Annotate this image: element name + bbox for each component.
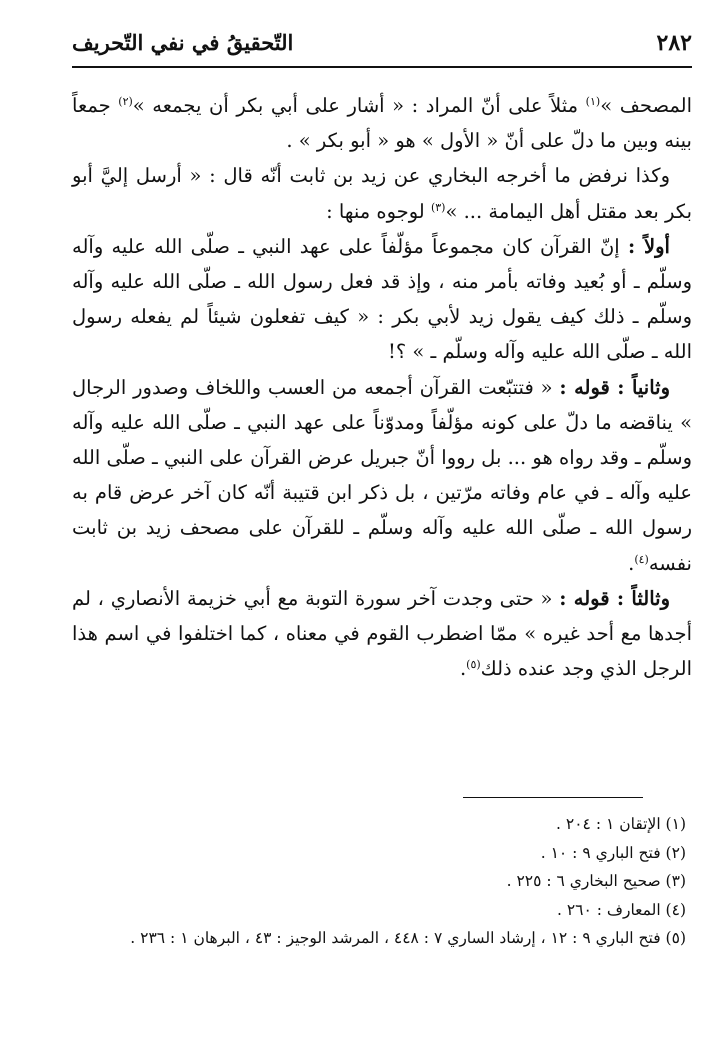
main-text <box>72 88 692 686</box>
footnote-2: (٢) فتح الباري ٩ : ١٠ . <box>540 843 686 862</box>
footnote-ref-1[interactable]: (١) <box>585 95 601 108</box>
footnote-ref-5[interactable]: (٥) <box>466 658 481 672</box>
footnote-3: (٣) صحيح البخاري ٦ : ٢٢٥ . <box>506 872 686 891</box>
text-run: جمعاً بينه وبين ما دلّ على أنّ « الأول » هو « أبو بكر » . <box>72 94 692 153</box>
paragraph-2 <box>72 158 692 228</box>
paragraph-lead: وثانياً : قوله : <box>559 375 670 399</box>
paragraph-5 <box>72 581 692 687</box>
running-title: التّحقيقُ في نفي التّحريف <box>72 30 294 55</box>
text-run: « فتتبّعت القرآن أجمعه من العسب واللخاف وصدور الرجال » يناقضه ما دلّ على كونه مؤلّفاً ومدوّناً على عهد النبي ـ صلّى الله عليه وآله وسلّم ـ وقد رواه هو ... بل رووا أنّ جبريل عرض القرآن على النبي ـ صلّى الله عليه وآله ـ في عام وفاته مرّتين ، بل ذكر ابن قتيبة أنّه كان آخر عرض قام به رسول الله ـ صلّى الله عليه وآله وسلّم ـ للقرآن على مصحف زيد بن ثابت نفسه <box>72 375 692 575</box>
text-run: المصحف » <box>600 94 693 117</box>
footnotes <box>72 810 692 953</box>
footnote-ref-3[interactable]: (٣) <box>430 200 446 214</box>
header-rule <box>72 66 692 68</box>
footnote-ref-4[interactable]: (٤) <box>634 552 649 566</box>
text-run: لوجوه منها : <box>326 199 431 223</box>
footnote-1: (١) الإتقان ١ : ٢٠٤ . <box>556 815 686 833</box>
running-head <box>72 28 692 62</box>
footnote-5: (٥) فتح الباري ٩ : ١٢ ، إرشاد الساري ٧ : ٤٤٨ ، المرشد الوجيز : ٤٣ ، البرهان ١ : ٢٣٦ . <box>130 929 686 948</box>
text-run: مثلاً على أنّ المراد : « أشار على أبي بكر أن يجمعه » <box>132 94 586 117</box>
text-run: وكذا نرفض ما أخرجه البخاري عن زيد بن ثابت أنّه قال : « أرسل إليَّ أبو بكر بعد مقتل أهل اليمامة ... » <box>72 164 692 223</box>
footnote-separator <box>463 797 643 798</box>
text-run: إنّ القرآن كان مجموعاً مؤلّفاً على عهد النبي ـ صلّى الله عليه وآله وسلّم ـ أو بُعيد وفاته بأمر منه ، وإذ قد فعل رسول الله ـ صلّى الله عليه وآله وسلّم ـ ذلك كيف يقول زيد لأبي بكر : « كيف تفعلون شيئاً لم يفعله رسول الله ـ صلّى الله عليه وآله وسلّم ـ » ؟! <box>72 234 692 364</box>
footnote-ref-2[interactable]: (٢) <box>118 95 133 108</box>
text-run: . <box>628 551 635 575</box>
paragraph-3 <box>72 229 692 370</box>
paragraph-4 <box>72 370 692 581</box>
page-number: ٢٨٢ <box>656 30 692 56</box>
paragraph-lead: وثالثاً : قوله : <box>559 586 670 610</box>
text-run: « حتى وجدت آخر سورة التوبة مع أبي خزيمة الأنصاري ، لم أجدها مع أحد غيره » ممّا اضطرب القوم في معناه ، كما اختلفوا في اسم هذا الرجل الذي وجد عنده ذلك <box>72 586 692 681</box>
paragraph-1 <box>72 88 692 158</box>
paragraph-lead: أولاً : <box>627 234 670 258</box>
footnote-4: (٤) المعارف : ٢٦٠ . <box>556 900 686 919</box>
text-run: . <box>459 657 467 681</box>
